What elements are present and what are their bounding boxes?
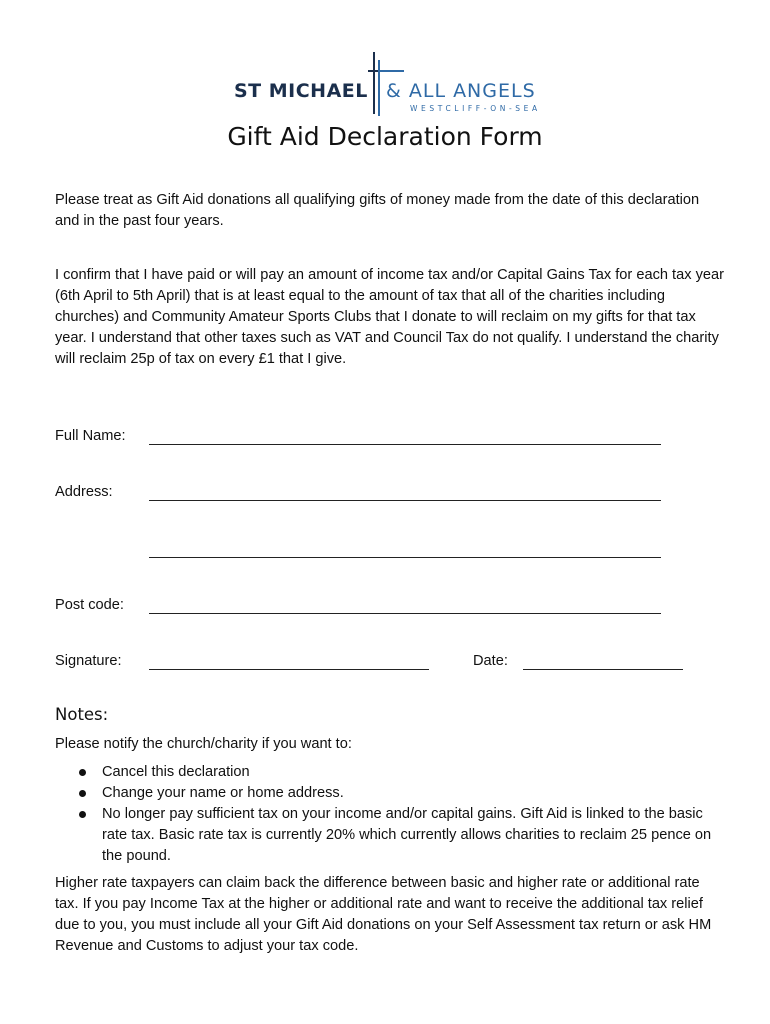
bullet-icon (79, 790, 86, 797)
address-field-line-2[interactable] (149, 557, 661, 558)
bullet-text: No longer pay sufficient tax on your income and/or capital gains. Gift Aid is linked to the basic rate tax. Basic rate tax is currently 20% which currently allows charities to reclaim 25 pence on the pound. (102, 806, 712, 864)
list-item (55, 804, 725, 867)
full-name-label: Full Name: (55, 428, 126, 444)
list-item (55, 762, 725, 783)
post-code-field[interactable] (149, 613, 661, 614)
notes-heading: Notes: (55, 705, 109, 724)
full-name-field[interactable] (149, 444, 661, 445)
list-item (55, 783, 725, 804)
confirmation-paragraph: I confirm that I have paid or will pay an amount of income tax and/or Capital Gains Tax for each tax year (6th April to 5th April) that is at least equal to the amount of tax that all of the charities including churches) and Community Amateur Sports Clubs that I donate to will reclaim on my gifts for that tax year. I understand that other taxes such as VAT and Council Tax do not qualify. I understand the charity will reclaim 25p of tax on every £1 that I give. (55, 267, 724, 367)
bullet-icon (79, 769, 86, 776)
notes-bullet-list (55, 762, 725, 867)
bullet-text: Cancel this declaration (102, 764, 250, 780)
address-field-line-1[interactable] (149, 500, 661, 501)
church-logo (230, 50, 550, 120)
logo-text-all-angels: & ALL ANGELS (386, 80, 536, 102)
logo-subtitle: WESTCLIFF-ON-SEA (410, 104, 541, 113)
date-label: Date: (473, 653, 508, 669)
higher-rate-paragraph: Higher rate taxpayers can claim back the difference between basic and higher rate or additional rate tax. If you pay Income Tax at the higher or additional rate and want to receive the additional tax relief due to you, you must include all your Gift Aid donations on your Self Assessment tax return or ask HM Revenue and Customs to adjust your tax code. (55, 875, 712, 954)
intro-paragraph: Please treat as Gift Aid donations all qualifying gifts of money made from the date of this declaration and in the past four years. (55, 192, 700, 229)
post-code-label: Post code: (55, 597, 124, 613)
bullet-text: Change your name or home address. (102, 785, 344, 801)
bullet-icon (79, 811, 86, 818)
date-field[interactable] (523, 669, 683, 670)
notes-intro: Please notify the church/charity if you want to: (55, 736, 352, 752)
address-label: Address: (55, 484, 113, 500)
signature-field[interactable] (149, 669, 429, 670)
signature-label: Signature: (55, 653, 122, 669)
logo-text-st-michael: ST MICHAEL (234, 80, 368, 102)
page-title: Gift Aid Declaration Form (227, 122, 543, 151)
